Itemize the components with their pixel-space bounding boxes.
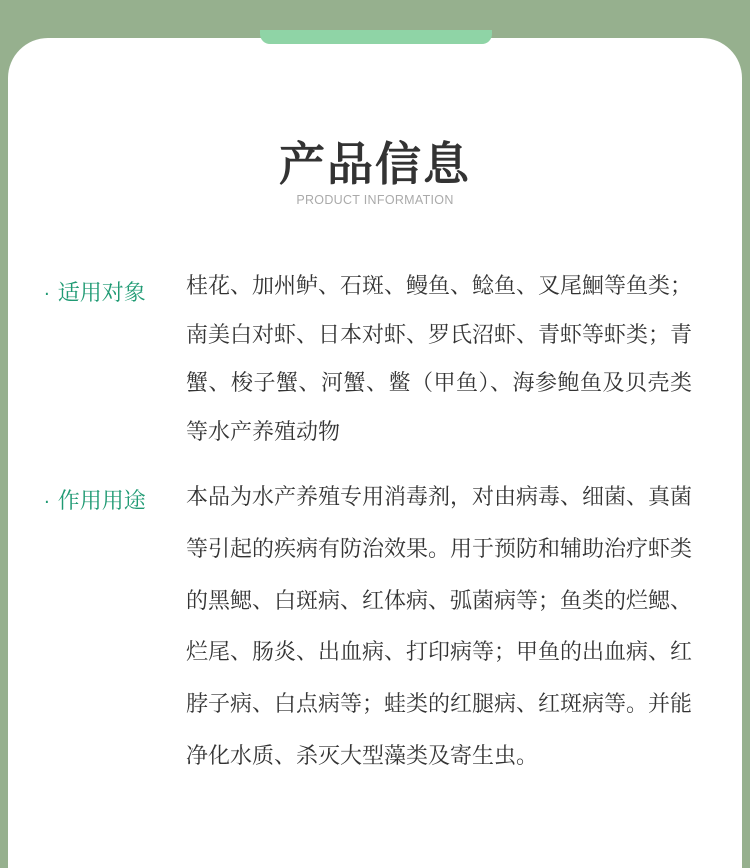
section-content: 桂花、加州鲈、石斑、鳗鱼、鲶鱼、叉尾鮰等鱼类；南美白对虾、日本对虾、罗氏沼虾、青虾等虾类；青蟹、梭子蟹、河蟹、鳖（甲鱼）、海参鲍鱼及贝壳类等水产养殖动物 bbox=[186, 274, 693, 445]
section-label-text: 作用用途 bbox=[57, 489, 146, 514]
bullet-dot-icon: · bbox=[44, 492, 50, 513]
section-label bbox=[44, 484, 146, 515]
section-content: 本品为水产养殖专用消毒剂，对由病毒、细菌、真菌等引起的疾病有防治效果。用于预防和辅助治疗虾类的黑鳃、白斑病、红体病、弧菌病等；鱼类的烂鳃、烂尾、肠炎、出血病、打印病等；甲鱼的出血病、红脖子病、白点病等；蛙类的红腿病、红斑病等。并能净化水质、杀灭大型藻类及寄生虫。 bbox=[186, 485, 693, 769]
section-label-text: 适用对象 bbox=[57, 281, 146, 306]
page-subtitle: PRODUCT INFORMATION bbox=[296, 193, 454, 207]
bullet-dot-icon: · bbox=[44, 284, 50, 305]
section-label bbox=[44, 276, 146, 307]
top-tab-decoration bbox=[260, 30, 492, 44]
page-title: 产品信息 bbox=[279, 137, 471, 191]
